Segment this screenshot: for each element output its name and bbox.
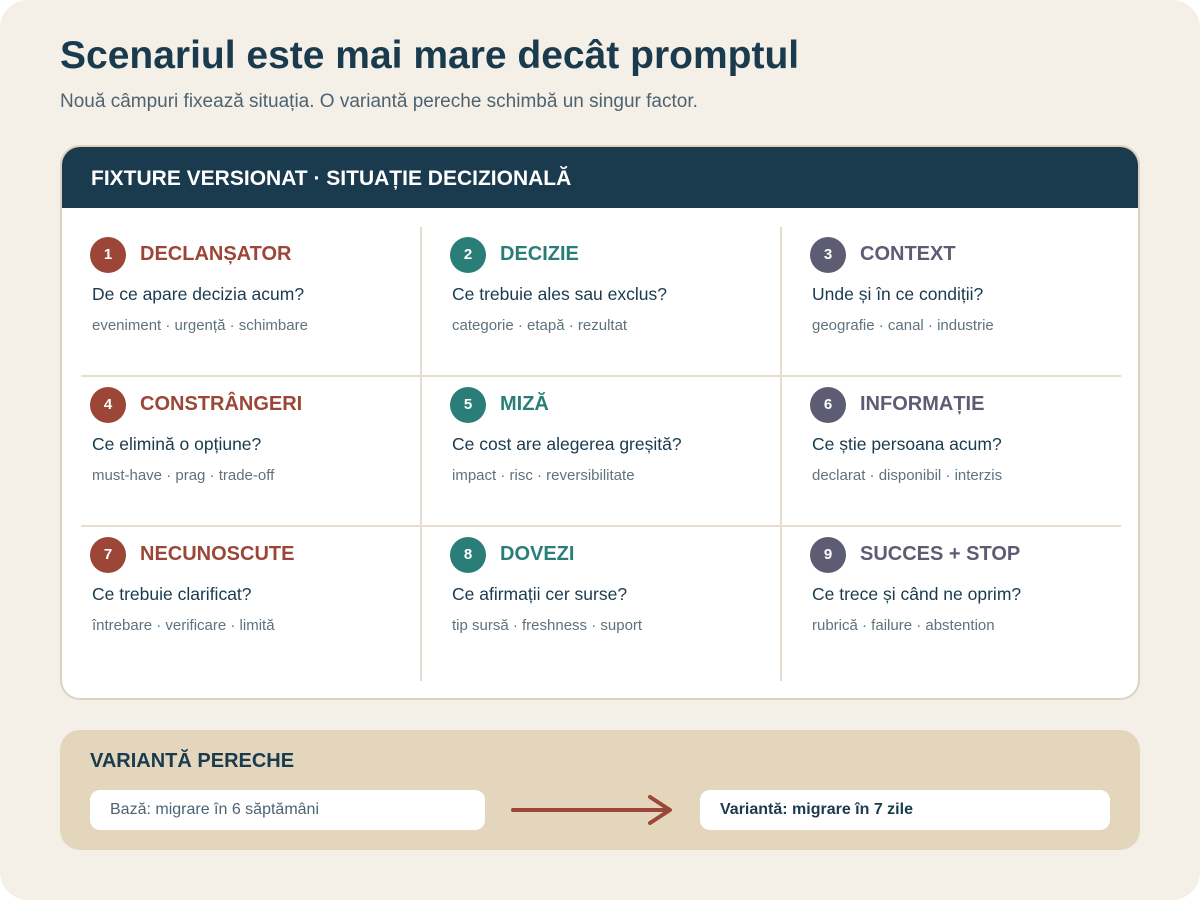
field-cell-evidence	[450, 527, 780, 657]
field-question: Ce elimină o opțiune?	[92, 434, 262, 454]
field-number-badge: 2	[450, 237, 486, 273]
field-tags: eveniment · urgență · schimbare	[92, 317, 308, 334]
field-tags: geografie · canal · industrie	[812, 317, 994, 334]
field-name: DECIZIE	[500, 243, 579, 265]
field-cell-information	[810, 377, 1140, 507]
paired-variant-title: VARIANTĂ PERECHE	[90, 750, 295, 772]
field-question: Unde și în ce condiții?	[812, 284, 984, 304]
field-cell-trigger	[90, 227, 420, 357]
field-name: DECLANȘATOR	[140, 243, 292, 265]
paired-variant-panel	[60, 730, 1140, 850]
field-question: Ce trece și când ne oprim?	[812, 584, 1022, 604]
field-number-badge: 8	[450, 537, 486, 573]
field-tags: declarat · disponibil · interzis	[812, 467, 1003, 484]
field-question: Ce trebuie clarificat?	[92, 584, 252, 604]
field-tags: rubrică · failure · abstention	[812, 617, 995, 634]
base-scenario-box: Bază: migrare în 6 săptămâni	[90, 790, 485, 830]
field-number-badge: 3	[810, 237, 846, 273]
field-tags: categorie · etapă · rezultat	[452, 317, 628, 334]
field-cell-context	[810, 227, 1140, 357]
field-tags: must-have · prag · trade-off	[92, 467, 275, 484]
field-number-badge: 9	[810, 537, 846, 573]
field-name: CONSTRÂNGERI	[140, 393, 303, 415]
fixture-panel-header	[62, 147, 1138, 208]
grid-divider-vertical	[780, 227, 782, 681]
field-name: SUCCES + STOP	[860, 543, 1021, 565]
field-number-badge: 6	[810, 387, 846, 423]
field-cell-success-stop	[810, 527, 1140, 657]
field-question: De ce apare decizia acum?	[92, 284, 305, 304]
field-tags: impact · risc · reversibilitate	[452, 467, 635, 484]
field-number-badge: 5	[450, 387, 486, 423]
arrow-right-icon	[510, 793, 685, 827]
field-cell-stakes	[450, 377, 780, 507]
field-number-badge: 1	[90, 237, 126, 273]
field-name: DOVEZI	[500, 543, 575, 565]
page-title: Scenariul este mai mare decât promptul	[60, 34, 800, 77]
variant-scenario-box: Variantă: migrare în 7 zile	[700, 790, 1110, 830]
field-name: MIZĂ	[500, 393, 549, 415]
field-question: Ce trebuie ales sau exclus?	[452, 284, 667, 304]
grid-divider-vertical	[420, 227, 422, 681]
field-question: Ce cost are alegerea greșită?	[452, 434, 682, 454]
fixture-panel	[60, 145, 1140, 700]
field-cell-constraints	[90, 377, 420, 507]
field-tags: tip sursă · freshness · suport	[452, 617, 643, 634]
field-number-badge: 7	[90, 537, 126, 573]
field-cell-unknowns	[90, 527, 420, 657]
field-name: NECUNOSCUTE	[140, 543, 295, 565]
field-number-badge: 4	[90, 387, 126, 423]
page-subtitle: Nouă câmpuri fixează situația. O variantă pereche schimbă un singur factor.	[60, 91, 698, 112]
fixture-panel-title: FIXTURE VERSIONAT · SITUAȚIE DECIZIONALĂ	[91, 167, 572, 190]
field-name: INFORMAȚIE	[860, 393, 985, 415]
field-question: Ce afirmații cer surse?	[452, 584, 628, 604]
field-name: CONTEXT	[860, 243, 956, 265]
field-tags: întrebare · verificare · limită	[92, 617, 275, 634]
field-question: Ce știe persoana acum?	[812, 434, 1002, 454]
field-cell-decision	[450, 227, 780, 357]
